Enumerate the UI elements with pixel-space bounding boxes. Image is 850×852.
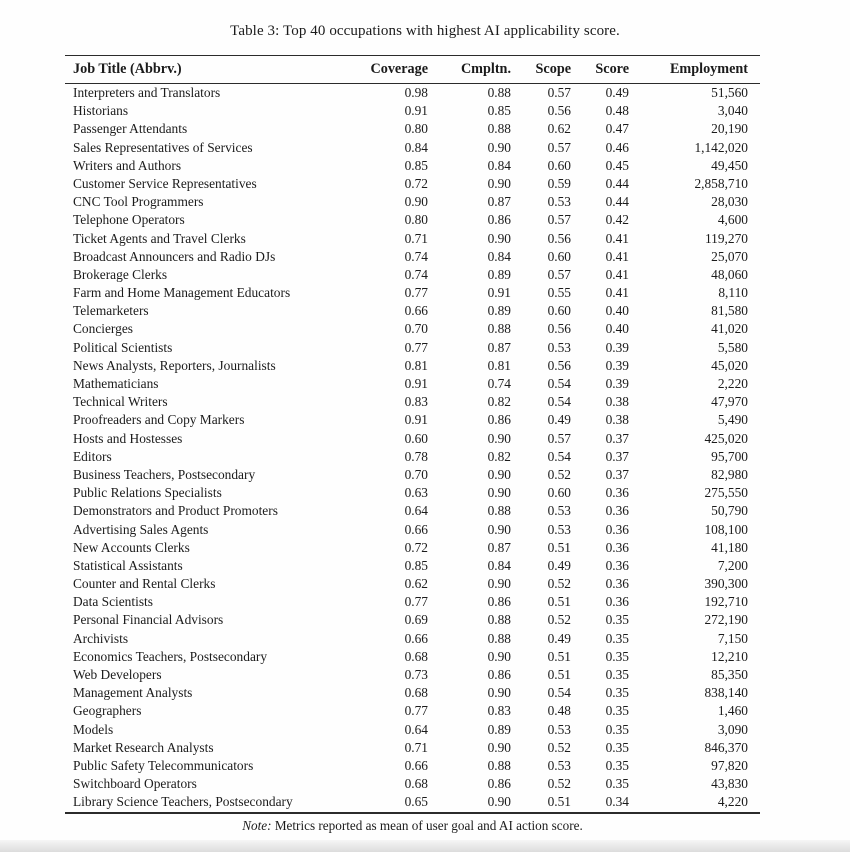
employment-cell: 2,858,710	[694, 175, 748, 191]
job-title-cell: Customer Service Representatives	[73, 175, 257, 191]
table-row	[65, 84, 760, 103]
score-cell: 0.39	[605, 376, 629, 391]
table-row	[65, 411, 760, 429]
coverage-cell: 0.66	[404, 521, 428, 537]
employment-cell: 28,030	[711, 194, 748, 210]
employment-cell: 1,142,020	[694, 139, 748, 155]
score-cell: 0.36	[605, 503, 629, 519]
score-cell: 0.35	[605, 667, 629, 682]
job-title-cell: Market Research Analysts	[73, 739, 214, 755]
scope-cell: 0.57	[547, 139, 571, 155]
employment-cell: 4,220	[717, 794, 748, 810]
cmpltn-cell: 0.90	[487, 175, 511, 191]
job-title-cell: Concierges	[73, 321, 133, 337]
coverage-cell: 0.77	[404, 339, 428, 355]
cmpltn-cell: 0.84	[487, 557, 511, 573]
employment-cell: 5,490	[717, 412, 748, 428]
scope-cell: 0.52	[547, 739, 571, 755]
coverage-cell: 0.71	[404, 739, 428, 755]
job-title-cell: New Accounts Clerks	[73, 539, 190, 555]
employment-cell: 1,460	[717, 703, 748, 719]
employment-cell: 5,580	[717, 339, 748, 355]
scope-cell: 0.55	[547, 285, 571, 301]
coverage-cell: 0.68	[404, 685, 428, 701]
table-caption: Table 3: Top 40 occupations with highest AI applicability score.	[230, 23, 620, 39]
table-row	[65, 157, 760, 175]
coverage-cell: 0.91	[404, 376, 428, 391]
coverage-cell: 0.77	[404, 703, 428, 719]
cmpltn-cell: 0.74	[487, 376, 511, 391]
table-row	[65, 502, 760, 520]
employment-cell: 8,110	[718, 285, 748, 301]
coverage-cell: 0.80	[404, 212, 428, 228]
coverage-cell: 0.66	[404, 757, 428, 773]
table-row	[65, 484, 760, 502]
scope-cell: 0.54	[547, 685, 571, 701]
coverage-cell: 0.66	[404, 630, 428, 646]
score-cell: 0.49	[605, 85, 629, 100]
score-cell: 0.40	[605, 321, 629, 337]
cmpltn-cell: 0.88	[487, 503, 511, 519]
table-row	[65, 648, 760, 666]
score-cell: 0.37	[605, 448, 629, 464]
score-cell: 0.36	[605, 485, 629, 501]
coverage-cell: 0.81	[404, 357, 428, 373]
job-title-cell: Advertising Sales Agents	[73, 521, 209, 537]
coverage-cell: 0.63	[404, 485, 428, 501]
table-row	[65, 521, 760, 539]
job-title-cell: Archivists	[73, 630, 129, 646]
score-cell: 0.44	[605, 175, 629, 191]
scope-cell: 0.53	[547, 757, 571, 773]
table-row	[65, 539, 760, 557]
employment-cell: 49,450	[711, 157, 748, 173]
column-header-score: Score	[572, 56, 630, 84]
coverage-cell: 0.65	[404, 794, 428, 810]
coverage-cell: 0.90	[404, 194, 428, 210]
table-row	[65, 630, 760, 648]
cmpltn-cell: 0.88	[487, 612, 511, 628]
job-title-cell: Editors	[73, 448, 112, 464]
coverage-cell: 0.72	[404, 175, 428, 191]
employment-cell: 838,140	[704, 685, 748, 701]
scope-cell: 0.49	[547, 412, 571, 428]
table-row	[65, 684, 760, 702]
job-title-cell: Business Teachers, Postsecondary	[73, 466, 256, 482]
table-row	[65, 211, 760, 229]
scope-cell: 0.57	[547, 430, 571, 446]
job-title-cell: Models	[73, 721, 114, 737]
employment-cell: 48,060	[711, 266, 748, 282]
scope-cell: 0.53	[547, 721, 571, 737]
employment-cell: 82,980	[711, 466, 748, 482]
column-header-scope: Scope	[512, 56, 572, 84]
cmpltn-cell: 0.91	[487, 285, 511, 301]
cmpltn-cell: 0.86	[487, 667, 511, 682]
cmpltn-cell: 0.86	[487, 412, 511, 428]
coverage-cell: 0.69	[404, 612, 428, 628]
column-header-coverage: Coverage	[365, 56, 429, 84]
job-title-cell: Writers and Authors	[73, 157, 182, 173]
job-title-cell: Interpreters and Translators	[73, 85, 221, 100]
employment-cell: 275,550	[704, 485, 748, 501]
table-row	[65, 721, 760, 739]
scope-cell: 0.62	[547, 121, 571, 137]
job-title-cell: Library Science Teachers, Postsecondary	[73, 794, 293, 810]
coverage-cell: 0.64	[404, 503, 428, 519]
column-header-employment: Employment	[630, 56, 760, 84]
coverage-cell: 0.66	[404, 303, 428, 319]
employment-cell: 97,820	[711, 757, 748, 773]
score-cell: 0.35	[605, 776, 629, 792]
job-title-cell: Data Scientists	[73, 594, 153, 610]
employment-cell: 272,190	[704, 612, 748, 628]
cmpltn-cell: 0.90	[487, 230, 511, 246]
cmpltn-cell: 0.85	[487, 103, 511, 119]
table-row	[65, 284, 760, 302]
job-title-cell: Statistical Assistants	[73, 557, 183, 573]
job-title-cell: Management Analysts	[73, 685, 193, 701]
score-cell: 0.39	[605, 339, 629, 355]
column-header-cmpltn: Cmpltn.	[429, 56, 512, 84]
scope-cell: 0.60	[547, 157, 571, 173]
employment-cell: 3,040	[717, 103, 748, 119]
table-row	[65, 775, 760, 793]
employment-cell: 108,100	[704, 521, 748, 537]
coverage-cell: 0.80	[404, 121, 428, 137]
scope-cell: 0.52	[547, 466, 571, 482]
table-body	[65, 84, 760, 813]
score-cell: 0.41	[605, 266, 629, 282]
table-row	[65, 611, 760, 629]
scope-cell: 0.54	[547, 394, 571, 410]
job-title-cell: Sales Representatives of Services	[73, 139, 253, 155]
scope-cell: 0.53	[547, 521, 571, 537]
score-cell: 0.39	[605, 357, 629, 373]
table-row	[65, 739, 760, 757]
table-row	[65, 139, 760, 157]
note-label: Note:	[242, 818, 272, 833]
score-cell: 0.38	[605, 394, 629, 410]
cmpltn-cell: 0.90	[487, 430, 511, 446]
scope-cell: 0.52	[547, 776, 571, 792]
table-row	[65, 175, 760, 193]
table-row	[65, 248, 760, 266]
scope-cell: 0.56	[547, 230, 571, 246]
cmpltn-cell: 0.90	[487, 685, 511, 701]
score-cell: 0.47	[605, 121, 629, 137]
coverage-cell: 0.85	[404, 557, 428, 573]
scope-cell: 0.57	[547, 212, 571, 228]
coverage-cell: 0.91	[404, 412, 428, 428]
coverage-cell: 0.71	[404, 230, 428, 246]
score-cell: 0.36	[605, 521, 629, 537]
employment-cell: 50,790	[711, 503, 748, 519]
cmpltn-cell: 0.83	[487, 703, 511, 719]
scope-cell: 0.53	[547, 339, 571, 355]
employment-cell: 95,700	[711, 448, 748, 464]
scope-cell: 0.54	[547, 376, 571, 391]
coverage-cell: 0.83	[404, 394, 428, 410]
score-cell: 0.36	[605, 594, 629, 610]
coverage-cell: 0.70	[404, 321, 428, 337]
employment-cell: 390,300	[704, 576, 748, 592]
table-header	[65, 56, 760, 84]
cmpltn-cell: 0.87	[487, 539, 511, 555]
coverage-cell: 0.74	[404, 248, 428, 264]
cmpltn-cell: 0.84	[487, 248, 511, 264]
job-title-cell: Switchboard Operators	[73, 776, 197, 792]
employment-cell: 3,090	[717, 721, 748, 737]
employment-cell: 7,150	[717, 630, 748, 646]
score-cell: 0.38	[605, 412, 629, 428]
job-title-cell: Hosts and Hostesses	[73, 430, 183, 446]
scope-cell: 0.57	[547, 266, 571, 282]
coverage-cell: 0.84	[404, 139, 428, 155]
table-row	[65, 120, 760, 138]
employment-cell: 51,560	[711, 85, 748, 100]
employment-cell: 43,830	[711, 776, 748, 792]
cmpltn-cell: 0.89	[487, 303, 511, 319]
employment-cell: 41,180	[711, 539, 748, 555]
coverage-cell: 0.77	[404, 285, 428, 301]
scope-cell: 0.48	[547, 703, 571, 719]
employment-cell: 12,210	[711, 648, 748, 664]
coverage-cell: 0.62	[404, 576, 428, 592]
table-row	[65, 430, 760, 448]
job-title-cell: Telephone Operators	[73, 212, 185, 228]
score-cell: 0.42	[605, 212, 629, 228]
score-cell: 0.35	[605, 721, 629, 737]
cmpltn-cell: 0.87	[487, 339, 511, 355]
employment-cell: 2,220	[717, 376, 748, 391]
job-title-cell: Telemarketers	[73, 303, 149, 319]
coverage-cell: 0.70	[404, 466, 428, 482]
coverage-cell: 0.73	[404, 667, 428, 682]
table-row	[65, 702, 760, 720]
score-cell: 0.35	[605, 703, 629, 719]
job-title-cell: Demonstrators and Product Promoters	[73, 503, 278, 519]
score-cell: 0.37	[605, 430, 629, 446]
score-cell: 0.44	[605, 194, 629, 210]
score-cell: 0.37	[605, 466, 629, 482]
job-title-cell: Public Relations Specialists	[73, 485, 222, 501]
table-row	[65, 357, 760, 375]
coverage-cell: 0.98	[404, 85, 428, 100]
score-cell: 0.36	[605, 576, 629, 592]
table-row	[65, 193, 760, 211]
employment-cell: 192,710	[704, 594, 748, 610]
score-cell: 0.36	[605, 557, 629, 573]
score-cell: 0.35	[605, 612, 629, 628]
table-row	[65, 102, 760, 120]
table-row	[65, 375, 760, 393]
score-cell: 0.35	[605, 648, 629, 664]
cmpltn-cell: 0.82	[487, 394, 511, 410]
table-row	[65, 393, 760, 411]
coverage-cell: 0.64	[404, 721, 428, 737]
employment-cell: 25,070	[711, 248, 748, 264]
scope-cell: 0.57	[547, 85, 571, 100]
cmpltn-cell: 0.88	[487, 630, 511, 646]
job-title-cell: CNC Tool Programmers	[73, 194, 204, 210]
job-title-cell: Broadcast Announcers and Radio DJs	[73, 248, 276, 264]
column-header-job-title: Job Title (Abbrv.)	[65, 56, 365, 84]
table-row	[65, 593, 760, 611]
job-title-cell: Personal Financial Advisors	[73, 612, 224, 628]
job-title-cell: Historians	[73, 103, 129, 119]
coverage-cell: 0.68	[404, 648, 428, 664]
scope-cell: 0.51	[547, 648, 571, 664]
table-note	[65, 818, 760, 834]
score-cell: 0.45	[605, 157, 629, 173]
employment-cell: 7,200	[717, 557, 748, 573]
employment-cell: 45,020	[711, 357, 748, 373]
scope-cell: 0.53	[547, 503, 571, 519]
coverage-cell: 0.85	[404, 157, 428, 173]
page-bottom-edge	[0, 840, 850, 852]
table-row	[65, 575, 760, 593]
table-row	[65, 302, 760, 320]
cmpltn-cell: 0.86	[487, 212, 511, 228]
coverage-cell: 0.68	[404, 776, 428, 792]
coverage-cell: 0.91	[404, 103, 428, 119]
cmpltn-cell: 0.81	[487, 357, 511, 373]
table-row	[65, 793, 760, 812]
cmpltn-cell: 0.88	[487, 121, 511, 137]
scope-cell: 0.52	[547, 612, 571, 628]
header-row	[65, 56, 760, 84]
cmpltn-cell: 0.86	[487, 776, 511, 792]
scope-cell: 0.51	[547, 594, 571, 610]
scope-cell: 0.49	[547, 630, 571, 646]
employment-cell: 846,370	[704, 739, 748, 755]
employment-cell: 119,270	[704, 230, 748, 246]
job-title-cell: News Analysts, Reporters, Journalists	[73, 357, 276, 373]
score-cell: 0.41	[605, 285, 629, 301]
scope-cell: 0.49	[547, 557, 571, 573]
job-title-cell: Brokerage Clerks	[73, 266, 168, 282]
employment-cell: 85,350	[711, 667, 748, 682]
scope-cell: 0.56	[547, 103, 571, 119]
job-title-cell: Geographers	[73, 703, 142, 719]
job-title-cell: Technical Writers	[73, 394, 168, 410]
employment-cell: 4,600	[717, 212, 748, 228]
scope-cell: 0.51	[547, 794, 571, 810]
score-cell: 0.36	[605, 539, 629, 555]
cmpltn-cell: 0.90	[487, 485, 511, 501]
table-row	[65, 339, 760, 357]
coverage-cell: 0.74	[404, 266, 428, 282]
cmpltn-cell: 0.88	[487, 757, 511, 773]
cmpltn-cell: 0.90	[487, 576, 511, 592]
cmpltn-cell: 0.90	[487, 139, 511, 155]
job-title-cell: Ticket Agents and Travel Clerks	[73, 230, 246, 246]
cmpltn-cell: 0.84	[487, 157, 511, 173]
score-cell: 0.41	[605, 230, 629, 246]
job-title-cell: Passenger Attendants	[73, 121, 188, 137]
coverage-cell: 0.60	[404, 430, 428, 446]
job-title-cell: Public Safety Telecommunicators	[73, 757, 254, 773]
scope-cell: 0.60	[547, 485, 571, 501]
table-row	[65, 230, 760, 248]
table-row	[65, 320, 760, 338]
cmpltn-cell: 0.88	[487, 321, 511, 337]
job-title-cell: Web Developers	[73, 667, 162, 682]
scope-cell: 0.59	[547, 175, 571, 191]
cmpltn-cell: 0.82	[487, 448, 511, 464]
scope-cell: 0.60	[547, 303, 571, 319]
cmpltn-cell: 0.86	[487, 594, 511, 610]
scope-cell: 0.53	[547, 194, 571, 210]
cmpltn-cell: 0.88	[487, 85, 511, 100]
table-row	[65, 266, 760, 284]
score-cell: 0.40	[605, 303, 629, 319]
cmpltn-cell: 0.89	[487, 266, 511, 282]
score-cell: 0.35	[605, 685, 629, 701]
occupations-table	[65, 55, 760, 814]
coverage-cell: 0.77	[404, 594, 428, 610]
cmpltn-cell: 0.90	[487, 739, 511, 755]
scope-cell: 0.60	[547, 248, 571, 264]
scope-cell: 0.56	[547, 321, 571, 337]
employment-cell: 425,020	[704, 430, 748, 446]
scope-cell: 0.51	[547, 539, 571, 555]
cmpltn-cell: 0.87	[487, 194, 511, 210]
employment-cell: 47,970	[711, 394, 748, 410]
cmpltn-cell: 0.90	[487, 648, 511, 664]
cmpltn-cell: 0.90	[487, 521, 511, 537]
cmpltn-cell: 0.90	[487, 794, 511, 810]
scope-cell: 0.52	[547, 576, 571, 592]
cmpltn-cell: 0.90	[487, 466, 511, 482]
job-title-cell: Mathematicians	[73, 376, 159, 391]
job-title-cell: Political Scientists	[73, 339, 173, 355]
score-cell: 0.35	[605, 757, 629, 773]
cmpltn-cell: 0.89	[487, 721, 511, 737]
employment-cell: 20,190	[711, 121, 748, 137]
scope-cell: 0.54	[547, 448, 571, 464]
score-cell: 0.35	[605, 630, 629, 646]
score-cell: 0.41	[605, 248, 629, 264]
score-cell: 0.48	[605, 103, 629, 119]
job-title-cell: Farm and Home Management Educators	[73, 285, 291, 301]
score-cell: 0.34	[605, 794, 629, 810]
job-title-cell: Proofreaders and Copy Markers	[73, 412, 245, 428]
scope-cell: 0.51	[547, 667, 571, 682]
table-row	[65, 757, 760, 775]
score-cell: 0.46	[605, 139, 629, 155]
coverage-cell: 0.72	[404, 539, 428, 555]
table-row	[65, 448, 760, 466]
job-title-cell: Counter and Rental Clerks	[73, 576, 216, 592]
employment-cell: 81,580	[711, 303, 748, 319]
score-cell: 0.35	[605, 739, 629, 755]
table-row	[65, 666, 760, 684]
note-text: Metrics reported as mean of user goal and AI action score.	[274, 818, 583, 833]
job-title-cell: Economics Teachers, Postsecondary	[73, 648, 268, 664]
coverage-cell: 0.78	[404, 448, 428, 464]
scope-cell: 0.56	[547, 357, 571, 373]
table-row	[65, 466, 760, 484]
table-row	[65, 557, 760, 575]
employment-cell: 41,020	[711, 321, 748, 337]
